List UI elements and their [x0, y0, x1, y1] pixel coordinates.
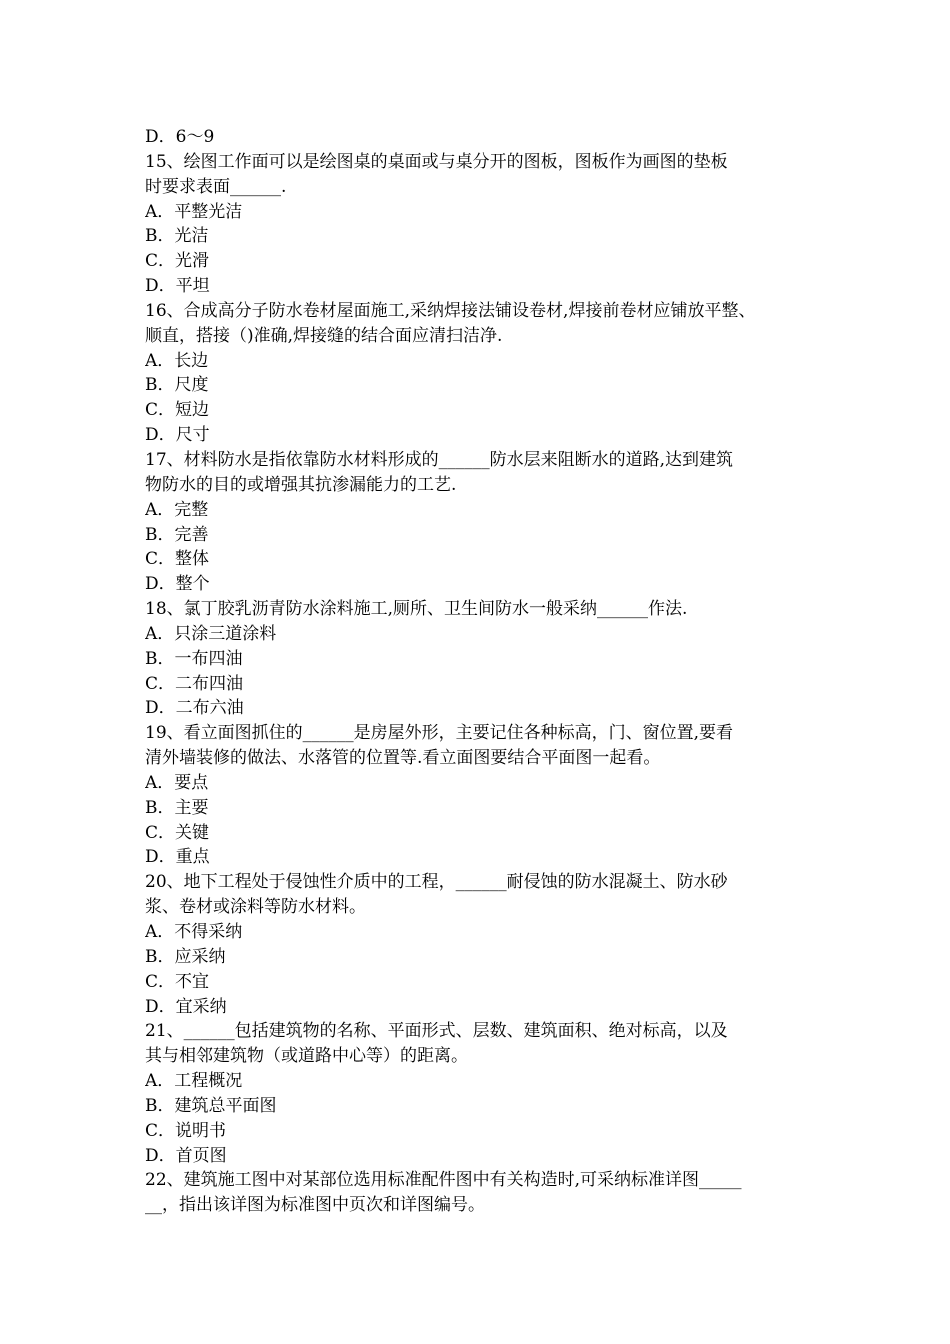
option-line: B．尺度 [145, 375, 209, 396]
question-22-line-1: 22、建筑施工图中对某部位选用标准配件图中有关构造时,可采纳标准详图_____ [145, 1170, 742, 1191]
option-line: C．二布四油 [145, 673, 244, 694]
question-15-line-2: 时要求表面______. [145, 176, 287, 197]
option-line: C．说明书 [145, 1120, 227, 1141]
question-16-line-1: 16、合成高分子防水卷材屋面施工,采纳焊接法铺设卷材,焊接前卷材应铺放平整、 [145, 300, 756, 321]
document-page [145, 125, 815, 1218]
option-line: A．要点 [145, 772, 209, 793]
option-line: C．关键 [145, 822, 210, 843]
question-17-line-1: 17、材料防水是指依靠防水材料形成的______防水层来阻断水的道路,达到建筑 [145, 449, 734, 470]
question-15-line-1: 15、绘图工作面可以是绘图桌的桌面或与桌分开的图板，图板作为画图的垫板 [145, 151, 728, 172]
question-22-line-2: __，指出该详图为标准图中页次和详图编号。 [145, 1195, 485, 1216]
question-21-line-1: 21、______包括建筑物的名称、平面形式、层数、建筑面积、绝对标高，以及 [145, 1021, 728, 1042]
option-line: B．主要 [145, 797, 209, 818]
option-line: A．只涂三道涂料 [145, 623, 277, 644]
option-line: D．平坦 [145, 276, 210, 297]
question-16-line-2: 顺直，搭接（)准确,焊接缝的结合面应清扫洁净. [145, 325, 503, 346]
question-18-line-1: 18、氯丁胶乳沥青防水涂料施工,厕所、卫生间防水一般采纳______作法. [145, 599, 688, 620]
option-line: A．工程概况 [145, 1071, 243, 1092]
question-17-line-2: 物防水的目的或增强其抗渗漏能力的工艺. [145, 474, 457, 495]
option-line: D．宜采纳 [145, 996, 227, 1017]
option-line: B．光洁 [145, 226, 209, 247]
option-line: D．尺寸 [145, 425, 210, 446]
option-line: B．应采纳 [145, 946, 226, 967]
question-20-line-1: 20、地下工程处于侵蚀性介质中的工程，______耐侵蚀的防水混凝土、防水砂 [145, 872, 728, 893]
option-line: A．不得采纳 [145, 922, 243, 942]
option-line: A．完整 [145, 499, 209, 520]
question-19-line-2: 清外墙装修的做法、水落管的位置等.看立面图要结合平面图一起看。 [145, 748, 661, 769]
option-line: D．二布六油 [145, 698, 244, 719]
option-line: D．重点 [145, 847, 210, 868]
option-line: A．长边 [145, 350, 209, 371]
option-line: C．整体 [145, 549, 210, 570]
question-19-line-1: 19、看立面图抓住的______是房屋外形，主要记住各种标高，门、窗位置,要看 [145, 723, 734, 744]
option-line: D．6～9 [145, 127, 215, 147]
option-line: B．一布四油 [145, 648, 243, 669]
option-line: B．建筑总平面图 [145, 1095, 277, 1116]
option-line: B．完善 [145, 524, 209, 545]
question-20-line-2: 浆、卷材或涂料等防水材料。 [145, 897, 366, 918]
option-line: C．短边 [145, 400, 210, 421]
option-line: C．不宜 [145, 971, 210, 992]
option-line: D．首页图 [145, 1145, 227, 1166]
option-line: A．平整光洁 [145, 201, 243, 222]
option-line: C．光滑 [145, 251, 210, 272]
question-21-line-2: 其与相邻建筑物（或道路中心等）的距离。 [145, 1046, 468, 1067]
option-line: D．整个 [145, 574, 210, 595]
